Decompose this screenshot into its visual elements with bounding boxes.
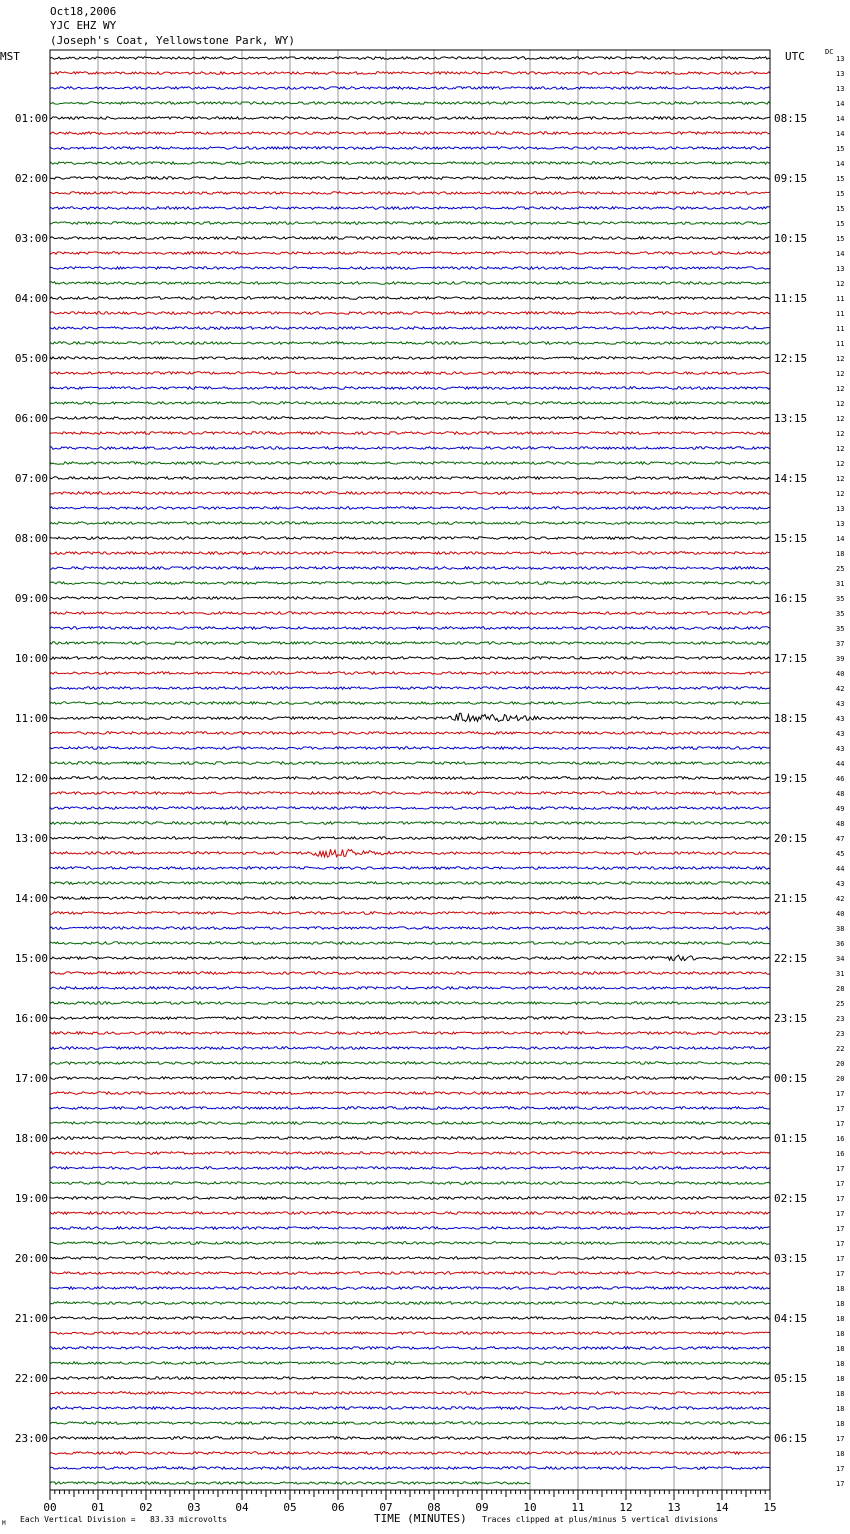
seismic-trace (50, 1347, 770, 1350)
dc-offset-value: 17 (836, 1090, 845, 1098)
dc-offset-value: 13 (836, 85, 845, 93)
seismic-trace (50, 132, 770, 135)
right-hour-label: 11:15 (774, 292, 808, 305)
dc-offset-value: 18 (836, 1315, 845, 1323)
dc-offset-value: 18 (836, 550, 845, 558)
left-hour-label: 04:00 (14, 292, 48, 305)
dc-offset-value: 18 (836, 1330, 845, 1338)
seismic-trace (50, 942, 770, 945)
seismic-trace (50, 955, 770, 960)
left-hour-label: 11:00 (14, 712, 48, 725)
seismic-trace (50, 1272, 770, 1275)
seismic-trace (50, 687, 770, 690)
right-hour-label: 05:15 (774, 1372, 808, 1385)
seismic-trace (50, 417, 770, 420)
right-hour-label: 23:15 (774, 1012, 808, 1025)
seismic-trace (50, 357, 770, 360)
dc-offset-value: 40 (836, 910, 845, 918)
seismic-trace (50, 492, 770, 495)
seismic-trace (50, 477, 770, 480)
plot-frame (50, 50, 770, 1490)
dc-offset-value: 17 (836, 1480, 845, 1488)
right-hour-label: 04:15 (774, 1312, 808, 1325)
seismic-trace (50, 792, 770, 795)
seismic-trace (50, 117, 770, 120)
seismic-trace (50, 297, 770, 300)
seismic-trace (50, 567, 770, 570)
dc-offset-value: 25 (836, 1000, 845, 1008)
seismic-trace (50, 972, 770, 975)
dc-offset-value: 17 (836, 1270, 845, 1278)
dc-offset-value: 23 (836, 1030, 845, 1038)
x-tick-label: 13 (667, 1501, 681, 1514)
dc-offset-value: 22 (836, 1045, 845, 1053)
dc-offset-value: 13 (836, 520, 845, 528)
dc-offset-value: 17 (836, 1435, 845, 1443)
right-hour-label: 15:15 (774, 532, 808, 545)
seismic-trace (50, 1077, 770, 1080)
seismic-trace (50, 462, 770, 465)
seismic-trace (50, 762, 770, 765)
right-hour-label: 10:15 (774, 232, 808, 245)
right-hour-label: 14:15 (774, 472, 808, 485)
seismic-trace (50, 282, 770, 285)
dc-offset-value: 12 (836, 490, 845, 498)
record-date: Oct18,2006 (50, 5, 117, 18)
left-hour-label: 23:00 (14, 1432, 48, 1445)
dc-offset-value: 17 (836, 1210, 845, 1218)
seismic-trace (50, 1332, 770, 1335)
left-hour-label: 16:00 (14, 1012, 48, 1025)
dc-offset-value: 42 (836, 895, 845, 903)
dc-offset-value: 31 (836, 580, 845, 588)
dc-offset-value: 12 (836, 430, 845, 438)
seismic-trace (50, 849, 770, 857)
dc-offset-value: 43 (836, 730, 845, 738)
dc-offset-value: 20 (836, 1060, 845, 1068)
x-tick-label: 06 (331, 1501, 345, 1514)
seismic-trace (50, 342, 770, 345)
left-hour-label: 20:00 (14, 1252, 48, 1265)
seismic-trace (50, 1152, 770, 1155)
seismic-trace (50, 72, 770, 75)
right-hour-label: 13:15 (774, 412, 808, 425)
dc-offset-value: 43 (836, 880, 845, 888)
dc-offset-value: 13 (836, 265, 845, 273)
dc-offset-value: 16 (836, 1150, 845, 1158)
seismic-trace (50, 627, 770, 630)
dc-offset-value: 11 (836, 340, 845, 348)
x-tick-label: 08 (427, 1501, 441, 1514)
seismic-trace (50, 1167, 770, 1170)
dc-offset-value: 18 (836, 1360, 845, 1368)
dc-offset-value: 17 (836, 1120, 845, 1128)
dc-offset-value: 36 (836, 940, 845, 948)
seismic-trace (50, 522, 770, 525)
dc-offset-value: 34 (836, 955, 845, 963)
seismic-trace (50, 1257, 770, 1260)
seismic-trace (50, 597, 770, 600)
right-hour-label: 00:15 (774, 1072, 808, 1085)
seismic-trace (50, 1242, 770, 1245)
x-tick-label: 04 (235, 1501, 249, 1514)
dc-offset-value: 35 (836, 595, 845, 603)
left-hour-label: 13:00 (14, 832, 48, 845)
dc-offset-value: 12 (836, 445, 845, 453)
right-hour-label: 12:15 (774, 352, 808, 365)
dc-offset-value: 13 (836, 505, 845, 513)
dc-offset-value: 17 (836, 1240, 845, 1248)
dc-offset-value: 12 (836, 370, 845, 378)
dc-offset-value: 15 (836, 205, 845, 213)
seismic-trace (50, 402, 770, 405)
seismic-trace (50, 1047, 770, 1050)
dc-offset-value: 42 (836, 685, 845, 693)
dc-offset-value: 17 (836, 1165, 845, 1173)
seismic-trace (50, 1362, 770, 1365)
station-location: (Joseph's Coat, Yellowstone Park, WY) (50, 34, 296, 47)
dc-offset-value: 15 (836, 190, 845, 198)
dc-offset-value: 31 (836, 970, 845, 978)
seismic-trace (50, 582, 770, 585)
seismic-trace (50, 222, 770, 225)
dc-offset-value: 39 (836, 655, 845, 663)
seismic-trace (50, 747, 770, 750)
x-tick-label: 01 (91, 1501, 105, 1514)
dc-offset-value: 15 (836, 235, 845, 243)
x-tick-label: 00 (43, 1501, 57, 1514)
right-hour-label: 18:15 (774, 712, 808, 725)
dc-offset-value: 37 (836, 640, 845, 648)
dc-offset-value: 48 (836, 790, 845, 798)
x-tick-label: 07 (379, 1501, 393, 1514)
dc-offset-value: 18 (836, 1300, 845, 1308)
dc-offset-value: 13 (836, 55, 845, 63)
x-axis-title: TIME (MINUTES) (374, 1512, 467, 1525)
dc-offset-value: 44 (836, 865, 845, 873)
seismic-trace (50, 1197, 770, 1200)
seismic-trace (50, 1062, 770, 1065)
seismic-trace (50, 912, 770, 915)
right-hour-label: 01:15 (774, 1132, 808, 1145)
dc-offset-value: 18 (836, 1285, 845, 1293)
right-hour-label: 19:15 (774, 772, 808, 785)
dc-offset-value: 12 (836, 475, 845, 483)
left-hour-label: 10:00 (14, 652, 48, 665)
seismic-trace (50, 552, 770, 555)
seismic-trace (50, 1437, 770, 1440)
left-timezone-label: MST (0, 50, 20, 63)
left-hour-label: 21:00 (14, 1312, 48, 1325)
dc-offset-value: 14 (836, 250, 845, 258)
dc-offset-value: 45 (836, 850, 845, 858)
dc-offset-value: 12 (836, 355, 845, 363)
seismic-trace (50, 147, 770, 150)
seismic-trace (50, 1092, 770, 1095)
dc-offset-value: 38 (836, 925, 845, 933)
left-hour-label: 19:00 (14, 1192, 48, 1205)
seismic-trace (50, 882, 770, 885)
dc-column-header: DC (825, 48, 834, 56)
left-hour-label: 15:00 (14, 952, 48, 965)
seismic-trace (50, 1467, 770, 1470)
seismic-trace (50, 87, 770, 90)
seismic-trace (50, 267, 770, 270)
dc-offset-value: 47 (836, 835, 845, 843)
seismic-trace (50, 507, 770, 510)
dc-offset-value: 43 (836, 700, 845, 708)
seismic-trace (50, 987, 770, 990)
seismic-trace (50, 837, 770, 840)
trace-group (50, 57, 770, 1485)
seismic-trace (50, 1017, 770, 1020)
dc-offset-value: 14 (836, 535, 845, 543)
dc-offset-value: 11 (836, 295, 845, 303)
dc-offset-value: 18 (836, 1390, 845, 1398)
dc-offset-value: 28 (836, 985, 845, 993)
dc-offset-value: 16 (836, 1135, 845, 1143)
left-hour-label: 06:00 (14, 412, 48, 425)
dc-offset-value: 12 (836, 460, 845, 468)
seismic-trace (50, 177, 770, 180)
dc-offset-value: 12 (836, 280, 845, 288)
x-axis (43, 1490, 776, 1514)
x-tick-label: 03 (187, 1501, 201, 1514)
seismic-trace (50, 207, 770, 210)
x-tick-label: 14 (715, 1501, 729, 1514)
seismic-trace (50, 537, 770, 540)
dc-offset-value: 17 (836, 1255, 845, 1263)
left-hour-label: 08:00 (14, 532, 48, 545)
seismic-trace (50, 1122, 770, 1125)
x-tick-label: 02 (139, 1501, 153, 1514)
right-hour-label: 02:15 (774, 1192, 808, 1205)
dc-offset-value: 43 (836, 745, 845, 753)
dc-offset-value: 48 (836, 820, 845, 828)
seismic-trace (50, 642, 770, 645)
seismic-trace (50, 57, 770, 60)
seismic-trace (50, 237, 770, 240)
dc-offset-value: 18 (836, 1345, 845, 1353)
seismic-trace (50, 1032, 770, 1035)
right-timezone-label: UTC (785, 50, 805, 63)
x-tick-label: 09 (475, 1501, 489, 1514)
seismic-trace (50, 1182, 770, 1185)
right-hour-label: 09:15 (774, 172, 808, 185)
left-hour-label: 02:00 (14, 172, 48, 185)
dc-offset-value: 35 (836, 625, 845, 633)
left-hour-label: 22:00 (14, 1372, 48, 1385)
dc-offset-value: 17 (836, 1195, 845, 1203)
dc-offset-value: 18 (836, 1450, 845, 1458)
scale-note: Each Vertical Division = 83.33 microvolts (20, 1515, 228, 1524)
seismic-trace (50, 1422, 770, 1425)
dc-offset-value: 35 (836, 610, 845, 618)
right-hour-label: 17:15 (774, 652, 808, 665)
dc-offset-value: 46 (836, 775, 845, 783)
left-hour-label: 01:00 (14, 112, 48, 125)
seismic-trace (50, 432, 770, 435)
seismic-trace (50, 252, 770, 255)
seismic-trace (50, 777, 770, 780)
station-code: YJC EHZ WY (50, 19, 117, 32)
x-tick-label: 10 (523, 1501, 537, 1514)
dc-offset-value: 12 (836, 385, 845, 393)
seismic-trace (50, 312, 770, 315)
right-hour-label: 06:15 (774, 1432, 808, 1445)
right-hour-label: 16:15 (774, 592, 808, 605)
seismic-trace (50, 1392, 770, 1395)
seismic-trace (50, 1002, 770, 1005)
left-hour-label: 03:00 (14, 232, 48, 245)
dc-offset-value: 25 (836, 565, 845, 573)
seismic-trace (50, 327, 770, 330)
seismic-trace (50, 1107, 770, 1110)
seismic-trace (50, 1407, 770, 1410)
seismic-trace (50, 1227, 770, 1230)
seismic-trace (50, 672, 770, 675)
dc-offset-value: 18 (836, 1420, 845, 1428)
dc-offset-value: 43 (836, 715, 845, 723)
seismic-trace (50, 1452, 770, 1455)
right-hour-label: 20:15 (774, 832, 808, 845)
seismic-trace (50, 1287, 770, 1290)
dc-offset-value: 11 (836, 325, 845, 333)
seismic-trace (50, 372, 770, 375)
seismic-trace (50, 1212, 770, 1215)
dc-offset-value: 49 (836, 805, 845, 813)
seismic-trace (50, 192, 770, 195)
right-hour-label: 08:15 (774, 112, 808, 125)
seismic-trace (50, 1377, 770, 1380)
dc-offset-value: 40 (836, 670, 845, 678)
seismic-trace (50, 807, 770, 810)
seismic-trace (50, 387, 770, 390)
left-hour-label: 14:00 (14, 892, 48, 905)
dc-offset-value: 15 (836, 220, 845, 228)
seismic-trace (50, 1317, 770, 1320)
clip-note: Traces clipped at plus/minus 5 vertical divisions (482, 1515, 719, 1524)
seismic-trace (50, 821, 770, 825)
seismic-trace (50, 897, 770, 900)
dc-offset-value: 15 (836, 175, 845, 183)
dc-offset-value: 14 (836, 100, 845, 108)
x-tick-label: 05 (283, 1501, 297, 1514)
x-tick-label: 15 (763, 1501, 777, 1514)
seismic-trace (50, 102, 770, 105)
left-hour-label: 12:00 (14, 772, 48, 785)
seismic-trace (50, 1302, 770, 1305)
seismic-trace (50, 927, 770, 930)
dc-offset-value: 13 (836, 70, 845, 78)
x-tick-label: 12 (619, 1501, 633, 1514)
seismic-trace (50, 1137, 770, 1140)
seismic-trace (50, 162, 770, 165)
right-hour-label: 22:15 (774, 952, 808, 965)
dc-offset-value: 12 (836, 400, 845, 408)
right-hour-label: 21:15 (774, 892, 808, 905)
dc-offset-value: 17 (836, 1180, 845, 1188)
dc-offset-value: 20 (836, 1075, 845, 1083)
left-hour-label: 17:00 (14, 1072, 48, 1085)
seismic-trace (50, 732, 770, 735)
dc-offset-value: 14 (836, 115, 845, 123)
left-hour-label: 09:00 (14, 592, 48, 605)
dc-offset-value: 17 (836, 1225, 845, 1233)
dc-offset-value: 18 (836, 1405, 845, 1413)
dc-offset-value: 17 (836, 1105, 845, 1113)
seismic-trace (50, 447, 770, 450)
seismic-trace (50, 657, 770, 660)
dc-offset-value: 44 (836, 760, 845, 768)
dc-offset-value: 12 (836, 415, 845, 423)
x-tick-label: 11 (571, 1501, 585, 1514)
left-hour-label: 07:00 (14, 472, 48, 485)
left-hour-label: 05:00 (14, 352, 48, 365)
footer-mark: M (2, 1520, 6, 1527)
dc-offset-value: 15 (836, 145, 845, 153)
seismic-trace (50, 713, 770, 721)
dc-offset-value: 17 (836, 1465, 845, 1473)
dc-offset-value: 18 (836, 1375, 845, 1383)
dc-offset-value: 11 (836, 310, 845, 318)
seismic-trace (50, 612, 770, 615)
dc-offset-value: 14 (836, 160, 845, 168)
dc-offset-value: 14 (836, 130, 845, 138)
left-hour-label: 18:00 (14, 1132, 48, 1145)
seismic-trace (50, 702, 770, 705)
right-hour-label: 03:15 (774, 1252, 808, 1265)
dc-offset-value: 23 (836, 1015, 845, 1023)
seismic-trace (50, 867, 770, 870)
